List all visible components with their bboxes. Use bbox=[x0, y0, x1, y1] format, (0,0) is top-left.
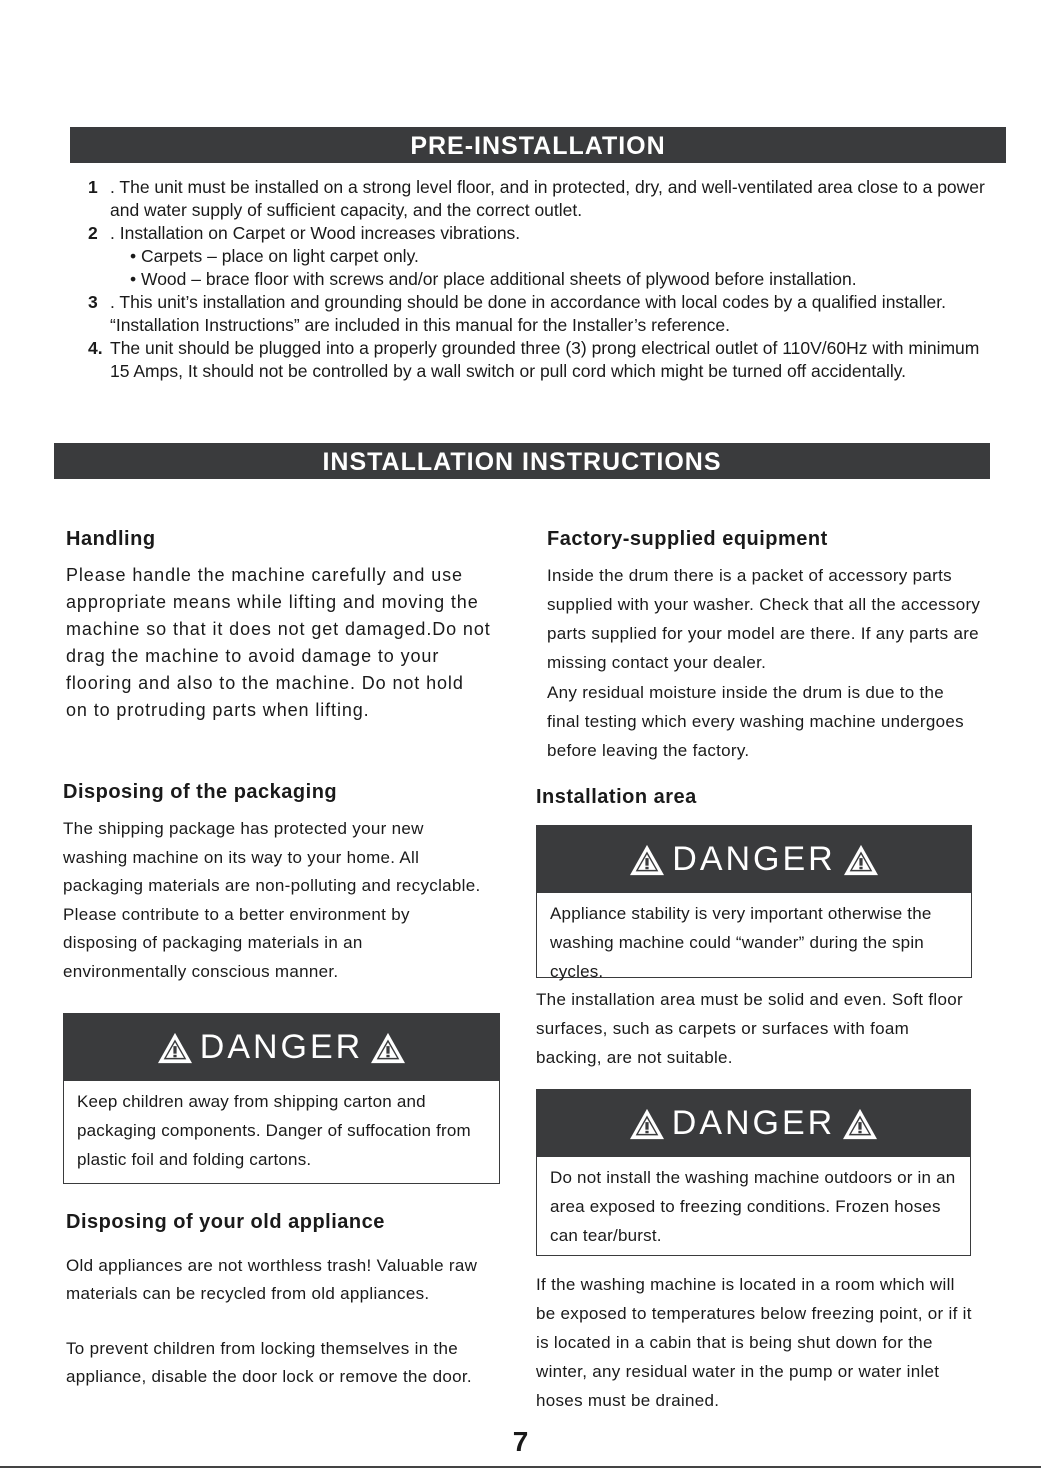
installation-area-heading: Installation area bbox=[536, 786, 697, 808]
item-number: 2 bbox=[88, 223, 98, 243]
danger-text: Keep children away from shipping carton and packaging components. Danger of suffocation from plastic foil and folding cartons. bbox=[77, 1092, 471, 1169]
danger-title: DANGER bbox=[671, 1104, 836, 1142]
old-appliance-heading: Disposing of your old appliance bbox=[66, 1211, 385, 1233]
installation-area-text-2: If the washing machine is located in a room which will be exposed to temperatures below freezing point, or if it is located in a cabin that is being shut down for the winter, any residual water in the pump or water inlet hoses must be drained. bbox=[536, 1275, 972, 1410]
pre-installation-list bbox=[88, 176, 993, 383]
danger-text: Do not install the washing machine outdoors or in an area exposed to freezing conditions. Frozen hoses can tear/burst. bbox=[550, 1168, 956, 1245]
list-item bbox=[88, 222, 993, 245]
danger-box-freezing bbox=[536, 1089, 971, 1256]
warning-triangle-icon bbox=[842, 843, 880, 877]
list-item bbox=[88, 291, 993, 337]
warning-triangle-icon bbox=[369, 1031, 407, 1065]
packaging-heading: Disposing of the packaging bbox=[63, 781, 338, 803]
danger-title: DANGER bbox=[672, 840, 836, 878]
danger-title: DANGER bbox=[199, 1028, 364, 1066]
old-appliance-text-2: To prevent children from locking themselves in the appliance, disable the door lock or remove the door. bbox=[66, 1339, 472, 1386]
danger-box-stability bbox=[536, 825, 972, 981]
handling-text: Please handle the machine carefully and use appropriate means while lifting and moving the machine so that it does not get damaged.Do not drag the machine to avoid damage to your flooring and also to the machine. Do not hold on to protruding parts when lifting. bbox=[66, 565, 491, 720]
sub-item-wood: • Wood – brace floor with screws and/or place additional sheets of plywood before installation. bbox=[130, 269, 857, 289]
installation-instructions-banner: INSTALLATION INSTRUCTIONS bbox=[54, 443, 990, 479]
packaging-text: The shipping package has protected your new washing machine on its way to your home. All packaging materials are non-polluting and recyclable. Please contribute to a better environment by disposing of packaging materials in an environmentally conscious manner. bbox=[63, 819, 481, 981]
list-item bbox=[88, 337, 993, 383]
list-item bbox=[88, 176, 993, 222]
item-text: The unit should be plugged into a properly grounded three (3) prong electrical outlet of 110V/60Hz with minimum 15 Amps, It should not be controlled by a wall switch or pull cord which might be turned off accidentally. bbox=[110, 338, 980, 381]
old-appliance-text-1: Old appliances are not worthless trash! Valuable raw materials can be recycled from old appliances. bbox=[66, 1256, 478, 1303]
factory-equipment-heading: Factory-supplied equipment bbox=[547, 528, 828, 550]
factory-equipment-text-2: Any residual moisture inside the drum is due to the final testing which every washing machine undergoes before leaving the factory. bbox=[547, 683, 964, 760]
pre-installation-banner: PRE-INSTALLATION bbox=[70, 127, 1006, 163]
danger-header bbox=[537, 1090, 970, 1157]
warning-triangle-icon bbox=[628, 843, 666, 877]
item-text: . This unit’s installation and grounding should be done in accordance with local codes by a qualified installer. “Installation Instructions” are included in this manual for the Installer’s reference. bbox=[110, 292, 947, 335]
factory-equipment-text-1: Inside the drum there is a packet of accessory parts supplied with your washer. Check that all the accessory parts supplied for your model are there. If any parts are missing contact your dealer. bbox=[547, 566, 981, 672]
danger-header bbox=[537, 826, 971, 893]
item-number: 3 bbox=[88, 292, 98, 312]
item-number: 1 bbox=[88, 177, 98, 197]
item-text: . Installation on Carpet or Wood increases vibrations. bbox=[110, 223, 521, 243]
item-text: . The unit must be installed on a strong level floor, and in protected, dry, and well-ventilated area close to a power and water supply of sufficient capacity, and the correct outlet. bbox=[110, 177, 985, 220]
page-number: 7 bbox=[512, 1426, 529, 1457]
danger-header bbox=[64, 1014, 499, 1081]
danger-text: Appliance stability is very important otherwise the washing machine could “wander” during the spin cycles. bbox=[550, 904, 932, 981]
sub-item-carpets: • Carpets – place on light carpet only. bbox=[130, 246, 419, 266]
handling-heading: Handling bbox=[66, 528, 156, 550]
item-number: 4. bbox=[88, 338, 103, 358]
bottom-divider bbox=[0, 1466, 1041, 1468]
warning-triangle-icon bbox=[628, 1107, 666, 1141]
warning-triangle-icon bbox=[156, 1031, 194, 1065]
danger-box-children bbox=[63, 1013, 500, 1184]
installation-area-text-1: The installation area must be solid and even. Soft floor surfaces, such as carpets or surfaces with foam backing, are not suitable. bbox=[536, 990, 963, 1067]
warning-triangle-icon bbox=[841, 1107, 879, 1141]
